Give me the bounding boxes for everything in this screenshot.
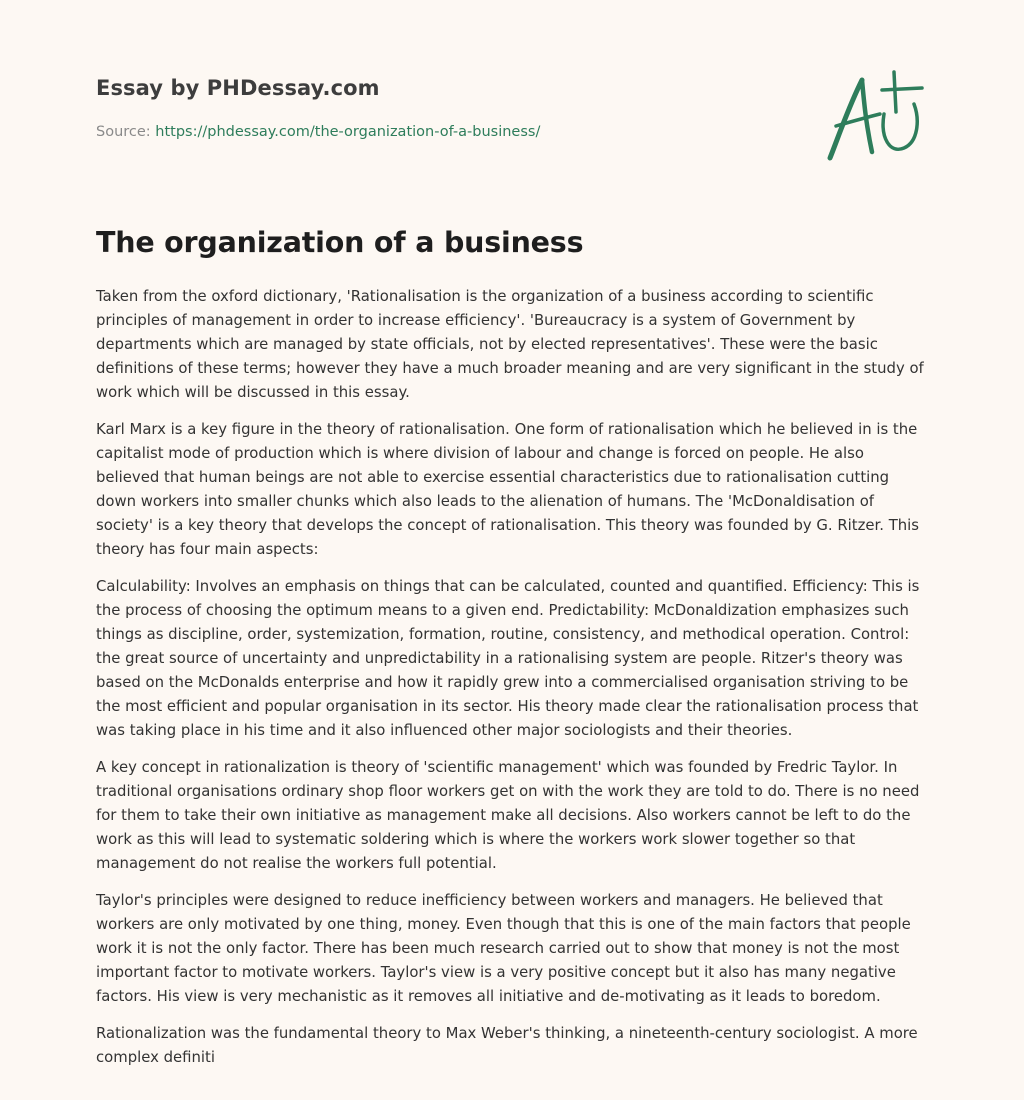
a-plus-grade-logo-icon bbox=[820, 68, 930, 168]
essay-body bbox=[96, 284, 928, 1082]
source-line bbox=[96, 124, 540, 140]
essay-paragraph: Taken from the oxford dictionary, 'Rationalisation is the organization of a business according to scientific principles of management in order to increase efficiency'. 'Bureaucracy is a system of Government by departments which are managed by state officials, not by elected representatives'. These were the basic definitions of these terms; however they have a much broader meaning and are very significant in the study of work which will be discussed in this essay. bbox=[96, 287, 924, 401]
site-title: Essay by PHDessay.com bbox=[96, 76, 380, 100]
essay-paragraph: A key concept in rationalization is theory of 'scientific management' which was founded by Fredric Taylor. In traditional organisations ordinary shop floor workers get on with the work they are told to do. There is no need for them to take their own initiative as management make all decisions. Also workers cannot be left to do the work as this will lead to systematic soldering which is where the workers work slower together so that management do not realise the workers full potential. bbox=[96, 758, 920, 872]
essay-paragraph: Taylor's principles were designed to reduce inefficiency between workers and managers. He believed that workers are only motivated by one thing, money. Even though that this is one of the main factors that people work it is not the only factor. There has been much research carried out to show that money is not the most important factor to motivate workers. Taylor's view is a very positive concept but it also has many negative factors. His view is very mechanistic as it removes all initiative and de-motivating as it leads to boredom. bbox=[96, 891, 911, 1005]
essay-paragraph: Karl Marx is a key figure in the theory of rationalisation. One form of rationalisation which he believed in is the capitalist mode of production which is where division of labour and change is forced on people. He also believed that human beings are not able to exercise essential characteristics due to rationalisation cutting down workers into smaller chunks which also leads to the alienation of humans. The 'McDonaldisation of society' is a key theory that develops the concept of rationalisation. This theory was founded by G. Ritzer. This theory has four main aspects: bbox=[96, 420, 920, 558]
source-link[interactable]: https://phdessay.com/the-organization-of-a-business/ bbox=[155, 124, 541, 140]
essay-title: The organization of a business bbox=[96, 226, 584, 259]
source-label: Source: bbox=[96, 124, 156, 140]
essay-paragraph: Rationalization was the fundamental theory to Max Weber's thinking, a nineteenth-century sociologist. A more complex definiti bbox=[96, 1024, 918, 1066]
essay-paragraph: Calculability: Involves an emphasis on things that can be calculated, counted and quantified. Efficiency: This is the process of choosing the optimum means to a given end. Predictability: McDonaldization emphasizes such things as discipline, order, systemization, formation, routine, consistency, and methodical operation. Control: the great source of uncertainty and unpredictability in a rationalising system are people. Ritzer's theory was based on the McDonalds enterprise and how it rapidly grew into a commercialised organisation striving to be the most efficient and popular organisation in its sector. His theory made clear the rationalisation process that was taking place in his time and it also influenced other major sociologists and their theories. bbox=[96, 577, 920, 739]
